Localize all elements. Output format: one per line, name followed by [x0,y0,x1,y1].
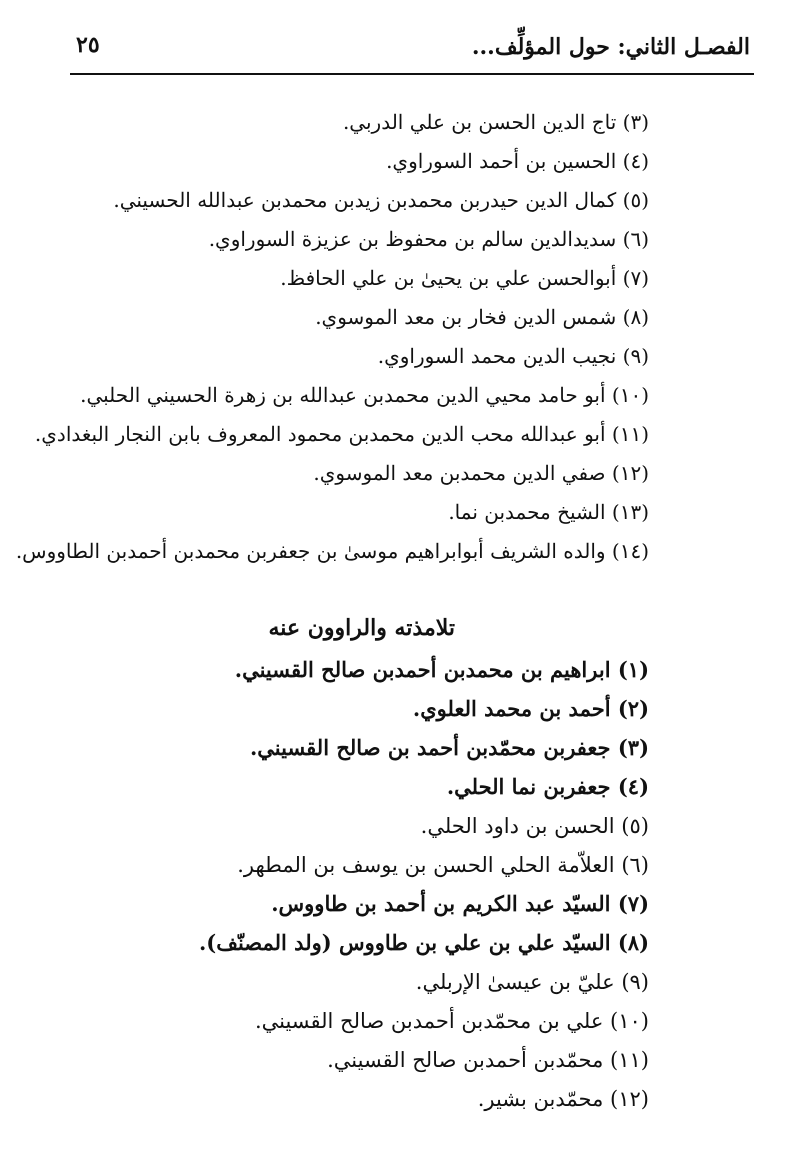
list-item: (١٠) أبو حامد محيي الدين محمدبن عبدالله بن زهرة الحسيني الحلبي. [80,383,649,407]
list-item: (١١) محمّدبن أحمدبن صالح القسيني. [327,1048,649,1072]
running-head [70,30,750,64]
section-heading: تلامذته والراوون عنه [268,615,455,641]
list-item: (٣) جعفربن محمّدبن أحمد بن صالح القسيني. [249,735,649,760]
list-item: (٢) أحمد بن محمد العلوي. [412,696,649,721]
list-item: (٦) سديدالدين سالم بن محفوظ بن عزيزة السوراوي. [208,227,649,251]
list-item: (١٤) والده الشريف أبوابراهيم موسىٰ بن جعفربن محمدبن أحمدبن الطاووس. [15,539,649,563]
list-item: (٨) السيّد علي بن علي بن طاووس (ولد المصنّف). [198,930,649,955]
list-item: (٤) جعفربن نما الحلي. [446,774,649,799]
students-list [199,655,649,1123]
list-item: (٩) عليّ بن عيسىٰ الإربلي. [415,970,649,994]
list-item: (١) ابراهيم بن محمدبن أحمدبن صالح القسيني. [234,657,649,682]
list-item: (٣) تاج الدين الحسن بن علي الدربي. [342,110,649,134]
list-item: (٩) نجيب الدين محمد السوراوي. [377,344,649,368]
chapter-title: الفصـل الثاني: حول المؤلِّف... [471,34,750,60]
list-item: (١١) أبو عبدالله محب الدين محمدبن محمود المعروف بابن النجار البغدادي. [34,422,649,446]
list-item: (٧) السيّد عبد الكريم بن أحمد بن طاووس. [271,891,649,916]
list-item: (٥) الحسن بن داود الحلي. [420,814,649,838]
teachers-list [16,107,649,575]
list-item: (٨) شمس الدين فخار بن معد الموسوي. [315,305,649,329]
page-number: ٢٥ [76,32,100,58]
list-item: (١٣) الشيخ محمدبن نما. [448,500,649,524]
header-rule [70,73,754,75]
list-item: (١٢) محمّدبن بشير. [477,1087,649,1111]
list-item: (٦) العلاّمة الحلي الحسن بن يوسف بن المطهر. [237,853,649,877]
list-item: (١٢) صفي الدين محمدبن معد الموسوي. [313,461,649,485]
list-item: (٤) الحسين بن أحمد السوراوي. [386,149,649,173]
list-item: (٧) أبوالحسن علي بن يحيىٰ بن علي الحافظ. [280,266,649,290]
list-item: (٥) كمال الدين حيدربن محمدبن زيدبن محمدبن عبدالله الحسيني. [113,188,649,212]
list-item: (١٠) علي بن محمّدبن أحمدبن صالح القسيني. [254,1009,649,1033]
